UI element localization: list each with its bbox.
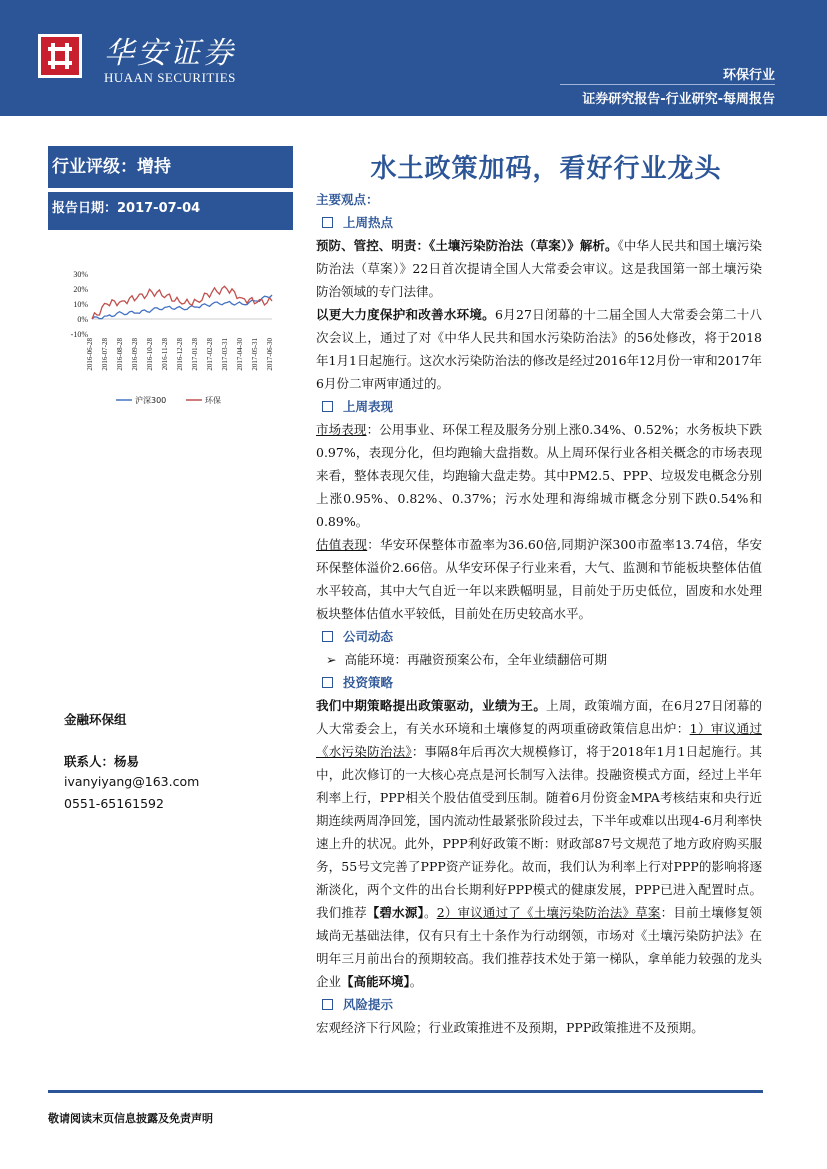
x-tick-label: 2016-07-28 [101,338,109,371]
legend-label: 沪深300 [135,396,167,405]
main-content [316,188,762,1039]
checkbox-square-icon [322,217,333,228]
section-heading: 公司动态 [316,625,762,648]
logo-seal-icon [41,37,79,75]
x-tick-label: 2017-03-31 [221,338,229,371]
header-divider [560,84,775,85]
y-tick-label: 0% [77,315,88,324]
x-tick-label: 2017-05-31 [251,338,259,371]
industry-label: 环保行业 [722,68,775,83]
page-header [0,0,827,116]
section-heading: 上周表现 [316,395,762,418]
section-heading: 风险提示 [316,993,762,1016]
contact-phone: 0551-65161592 [64,796,164,811]
contact-person: 联系人：杨易 [64,754,140,769]
report-date: 报告日期：2017-07-04 [48,192,293,230]
y-tick-label: 10% [73,300,88,309]
x-tick-label: 2016-10-28 [146,338,154,371]
paragraph: 我们中期策略提出政策驱动，业绩为王。上周，政策端方面，在6月27日闭幕的人大常委会上，有关水环境和土壤修复的两项重磅政策信息出炉：1）审议通过《水污染防治法》：事隔8年后再次大规模修订，将于2018年1月1日起施行。其中，此次修订的一大核心亮点是河长制写入法律。投融资模式方面，经过上半年利率上行，PPP相关个股估值受到压制。随着6月份资金MPA考核结束和央行近期连续两周净回笼，国内流动性最紧张阶段过去，下半年或难以出现4-6月利率快速上升的状况。此外，PPP利好政策不断：财政部87号文规范了地方政府购买服务，55号文完善了PPP资产证券化。故而，我们认为利率上行对PPP的影响将逐渐淡化，两个文件的出台长期利好PPP模式的健康发展，PPP已进入配置时点。我们推荐【碧水源】。2）审议通过了《土壤污染防治法》草案：目前土壤修复领域尚无基础法律，仅有只有土十条作为行动纲领，市场对《土壤污染防护法》在明年三月前出台的预期较高。我们推荐技术处于第一梯队，拿单能力较强的龙头企业【高能环境】。 [316,698,762,989]
industry-rating: 行业评级：增持 [48,146,293,188]
x-tick-label: 2017-04-30 [236,338,244,371]
main-points-heading: 主要观点： [316,192,379,207]
x-tick-label: 2016-08-28 [116,338,124,371]
paragraph: 预防、管控、明责：《土壤污染防治法（草案）》解析。《中华人民共和国土壤污染防治法（草案）》22日首次提请全国人大常委会审议。这是我国第一部土壤污染防治领域的专门法律。 [316,238,762,299]
section-heading: 投资策略 [316,671,762,694]
paragraph: 市场表现：公用事业、环保工程及服务分别上涨0.34%、0.52%；水务板块下跌0.97%，表现分化，但均跑输大盘指数。从上周环保行业各相关概念的市场表现来看，整体表现欠佳，均跑输大盘走势。其中PM2.5、PPP、垃圾发电概念分别上涨0.95%、0.82%、0.37%；污水处理和海绵城市概念分别下跌0.54%和0.89%。 [316,422,762,529]
x-tick-label: 2016-12-28 [176,338,184,371]
y-tick-label: 20% [73,285,88,294]
arrow-bullet-icon: ➢ [326,652,337,667]
paragraph: 以更大力度保护和改善水环境。6月27日闭幕的十二届全国人大常委会第二十八次会议上，通过了对《中华人民共和国水污染防治法》的56处修改，将于2018年1月1日起施行。这次水污染防治法的修改是经过2016年12月份一审和2017年6月份二审两审通过的。 [316,307,762,391]
x-tick-label: 2017-06-30 [266,338,274,371]
contact-email: ivanyiyang@163.com [64,774,200,789]
report-title: 水土政策加码，看好行业龙头 [370,154,722,184]
paragraph: 宏观经济下行风险；行业政策推进不及预期，PPP政策推进不及预期。 [316,1020,704,1035]
checkbox-square-icon [322,631,333,642]
x-tick-label: 2016-06-28 [86,338,94,371]
bullet-item: ➢ 高能环境：再融资预案公布，全年业绩翻倍可期 [316,648,762,671]
x-tick-label: 2016-11-28 [161,338,169,371]
company-logo [38,34,82,78]
series-line-huanbao [92,286,272,319]
x-tick-label: 2017-02-28 [206,338,214,371]
performance-chart [56,262,282,412]
brand-name-cn: 华安证券 [104,36,236,71]
report-type: 证券研究报告-行业研究-每周报告 [582,92,775,107]
footer-disclaimer: 敬请阅读末页信息披露及免责声明 [48,1112,213,1125]
paragraph: 估值表现：华安环保整体市盈率为36.60倍,同期沪深300市盈率13.74倍，华安环保整体溢价2.66倍。从华安环保子行业来看，大气、监测和节能板块整体估值水平较高，其中大气自近一年以来跌幅明显，目前处于历史低位，固废和水处理板块整体估值水平较低，目前处在历史较高水平。 [316,537,762,621]
section-heading: 上周热点 [316,211,762,234]
checkbox-square-icon [322,999,333,1010]
footer-divider [48,1090,763,1093]
y-tick-label: 30% [73,270,88,279]
legend-label: 环保 [205,396,221,405]
checkbox-square-icon [322,401,333,412]
team-name: 金融环保组 [64,712,127,727]
x-tick-label: 2016-09-28 [131,338,139,371]
y-tick-label: -10% [70,330,88,339]
brand-name-en: HUAAN SECURITIES [104,70,236,85]
checkbox-square-icon [322,677,333,688]
x-tick-label: 2017-01-28 [191,338,199,371]
